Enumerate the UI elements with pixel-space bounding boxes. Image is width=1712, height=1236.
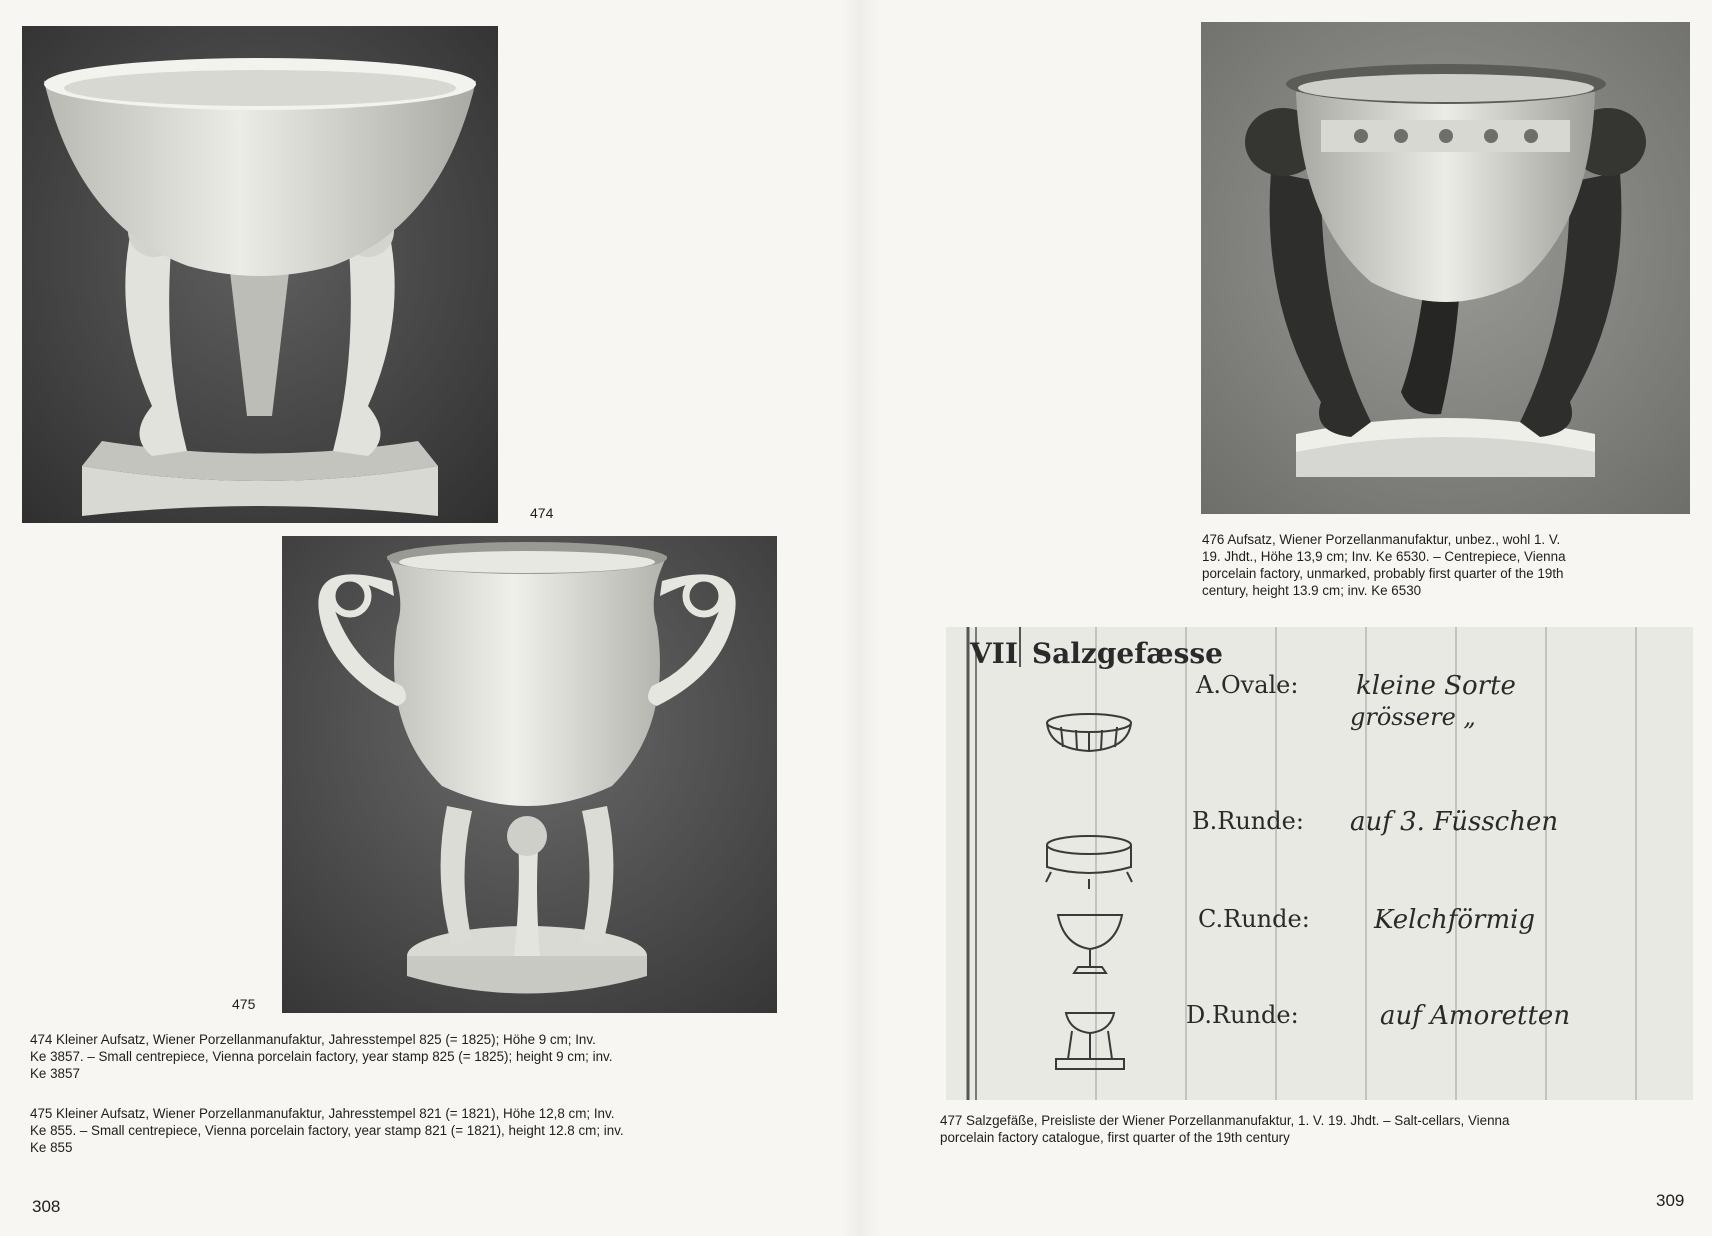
catalogue-section-number: VII (970, 637, 1018, 670)
catalogue-row-d-desc: auf Amoretten (1380, 1001, 1571, 1031)
photo-475-two-handled-centrepiece (282, 536, 777, 1013)
photo-476-centrepiece-lion-legs (1201, 22, 1690, 514)
caption-477: 477 Salzgefäße, Preisliste der Wiener Porzellanmanufaktur, 1. V. 19. Jhdt. – Salt-cellars, Vienna porcelain factory catalogue, first quarter of the 19th century (940, 1113, 1510, 1145)
catalogue-row-c-desc: Kelchförmig (1374, 905, 1536, 935)
catalogue-heading: Salzgefæsse (1031, 637, 1223, 670)
catalogue-477-salt-cellars (946, 627, 1693, 1100)
catalogue-row-b-desc: auf 3. Füsschen (1350, 807, 1559, 837)
catalogue-row-a-desc: kleine Sorte (1356, 671, 1516, 701)
catalogue-row-d-type: D.Runde: (1186, 1001, 1299, 1029)
caption-474: 474 Kleiner Aufsatz, Wiener Porzellanmanufaktur, Jahresstempel 825 (= 1825); Höhe 9 cm; Inv. Ke 3857. – Small centrepiece, Vienna porcelain factory, year stamp 825 (= 1825); height 9 cm; inv. Ke 3857 (30, 1032, 613, 1081)
catalogue-row-b-type: B.Runde: (1192, 807, 1304, 835)
page-number-left: 308 (32, 1197, 61, 1216)
caption-476: 476 Aufsatz, Wiener Porzellanmanufaktur, unbez., wohl 1. V. 19. Jhdt., Höhe 13,9 cm; Inv. Ke 6530. – Centrepiece, Vienna porcelain factory, unmarked, probably first quarter of the 19th century, height 13.9 cm; inv. Ke 6530 (1202, 532, 1566, 598)
catalogue-row-a-desc2: grössere „ (1350, 703, 1476, 731)
figure-number-474: 474 (530, 505, 554, 521)
photo-474-small-centrepiece (22, 26, 498, 523)
catalogue-section-heading (970, 637, 1223, 670)
figure-number-475: 475 (232, 996, 256, 1012)
book-gutter (840, 0, 880, 1236)
catalogue-row-c-type: C.Runde: (1198, 905, 1310, 933)
caption-475: 475 Kleiner Aufsatz, Wiener Porzellanmanufaktur, Jahresstempel 821 (= 1821), Höhe 12,8 cm; Inv. Ke 855. – Small centrepiece, Vienna porcelain factory, year stamp 821 (= 1821), height 12.8 cm; inv. Ke 855 (30, 1106, 624, 1155)
page-number-right: 309 (1656, 1191, 1685, 1210)
catalogue-row-a-type: A.Ovale: (1196, 671, 1299, 699)
